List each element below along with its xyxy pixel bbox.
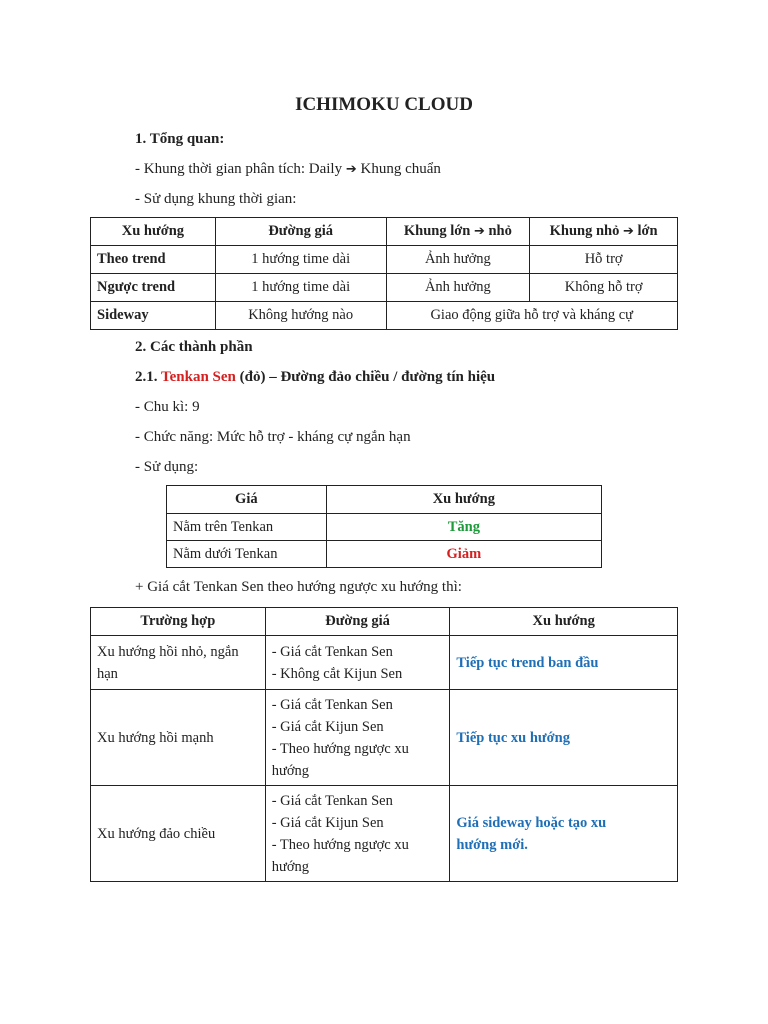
table-cell: Ảnh hưởng (386, 274, 530, 302)
table-header-row (167, 486, 602, 514)
case-cell (91, 786, 266, 882)
table-header-row (91, 218, 678, 246)
right-arrow-icon: ➔ (473, 224, 485, 239)
table-cell: Nằm dưới Tenkan (167, 541, 327, 568)
table-cell: Nằm trên Tenkan (167, 514, 327, 541)
price-text: - Theo hướng ngược xu (271, 740, 409, 757)
row-label: Sideway (91, 302, 216, 330)
price-text: hướng (271, 762, 309, 779)
case-text: Xu hướng hồi nhỏ, ngắn (97, 643, 239, 660)
price-text: - Giá cắt Kijun Sen (271, 718, 384, 735)
header-price-line: Đường giá (215, 218, 386, 246)
table-cell: Không hướng nào (215, 302, 386, 330)
table-header-row (91, 608, 678, 636)
price-text: - Giá cắt Kijun Sen (271, 814, 384, 831)
page-title: ICHIMOKU CLOUD (295, 94, 473, 115)
cycle-line: - Chu kì: 9 (135, 399, 200, 415)
timeframe-line (135, 159, 441, 180)
table-row (91, 690, 678, 786)
trend-down-cell: Giảm (326, 541, 601, 568)
table-row (91, 786, 678, 882)
table-row (91, 274, 678, 302)
price-text: - Theo hướng ngược xu (271, 836, 409, 853)
price-text: - Không cắt Kijun Sen (271, 665, 403, 682)
usage-line: - Sử dụng: (135, 459, 199, 475)
table-row (91, 302, 678, 330)
cross-note: + Giá cắt Tenkan Sen theo hướng ngược xu hướng thì: (135, 579, 462, 595)
table-cell: 1 hướng time dài (215, 274, 386, 302)
header-case: Trường hợp (91, 608, 266, 636)
trend-text: Tiếp tục trend ban đầu (456, 654, 599, 671)
header-large-label: Khung lớn (403, 223, 471, 239)
price-text: - Giá cắt Tenkan Sen (271, 792, 393, 809)
table-row (91, 636, 678, 690)
table-cell: 1 hướng time dài (215, 246, 386, 274)
price-cell (265, 636, 450, 690)
trend-text: Giá sideway hoặc tạo xu (456, 814, 607, 831)
tenkan-heading (135, 367, 495, 387)
header-small-label: nhỏ (488, 223, 512, 239)
header-small-to-large (530, 218, 678, 246)
table-row (167, 541, 602, 568)
section-1-heading: 1. Tổng quan: (135, 131, 225, 147)
header-trend: Xu hướng (450, 608, 678, 636)
header-large-to-small (386, 218, 530, 246)
case-cell (91, 690, 266, 786)
trend-cell (450, 786, 678, 882)
price-text: - Giá cắt Tenkan Sen (271, 643, 393, 660)
row-label: Ngược trend (91, 274, 216, 302)
header-large-label: lớn (637, 223, 658, 239)
trend-cell (450, 690, 678, 786)
table-cell: Giao động giữa hỗ trợ và kháng cự (386, 302, 678, 330)
header-price: Giá (167, 486, 327, 514)
tenkan-number: 2.1. (135, 369, 158, 385)
right-arrow-icon: ➔ (622, 224, 634, 239)
timeframe-table (90, 217, 678, 330)
header-trend: Xu hướng (91, 218, 216, 246)
price-text: - Giá cắt Tenkan Sen (271, 696, 393, 713)
row-label: Theo trend (91, 246, 216, 274)
case-cell (91, 636, 266, 690)
tenkan-name: Tenkan Sen (160, 369, 236, 385)
header-price-line: Đường giá (265, 608, 450, 636)
case-text: hạn (97, 665, 118, 682)
trend-text: hướng mới. (456, 836, 528, 853)
price-cell (265, 786, 450, 882)
table-cell: Không hỗ trợ (530, 274, 678, 302)
trend-up-cell: Tăng (326, 514, 601, 541)
price-cell (265, 690, 450, 786)
trend-text: Tiếp tục xu hướng (456, 729, 570, 746)
tenkan-description: (đỏ) – Đường đảo chiều / đường tín hiệu (239, 369, 496, 385)
header-trend: Xu hướng (326, 486, 601, 514)
header-small-label: Khung nhỏ (549, 223, 620, 239)
table-row (167, 514, 602, 541)
price-text: hướng (271, 858, 309, 875)
case-text: Xu hướng đảo chiều (97, 825, 216, 842)
table-cell: Ảnh hưởng (386, 246, 530, 274)
tenkan-position-table (166, 485, 602, 568)
case-text: Xu hướng hồi mạnh (97, 729, 214, 746)
timeframe-standard: Khung chuẩn (360, 161, 441, 177)
function-line: - Chức năng: Mức hỗ trợ - kháng cự ngắn hạn (135, 429, 411, 445)
cross-cases-table (90, 607, 678, 882)
table-row (91, 246, 678, 274)
usage-timeframe-line: - Sử dụng khung thời gian: (135, 191, 297, 207)
section-2-heading: 2. Các thành phần (135, 339, 253, 355)
table-cell: Hỗ trợ (530, 246, 678, 274)
timeframe-text: - Khung thời gian phân tích: Daily (135, 161, 343, 177)
trend-cell (450, 636, 678, 690)
right-arrow-icon: ➔ (345, 162, 357, 177)
